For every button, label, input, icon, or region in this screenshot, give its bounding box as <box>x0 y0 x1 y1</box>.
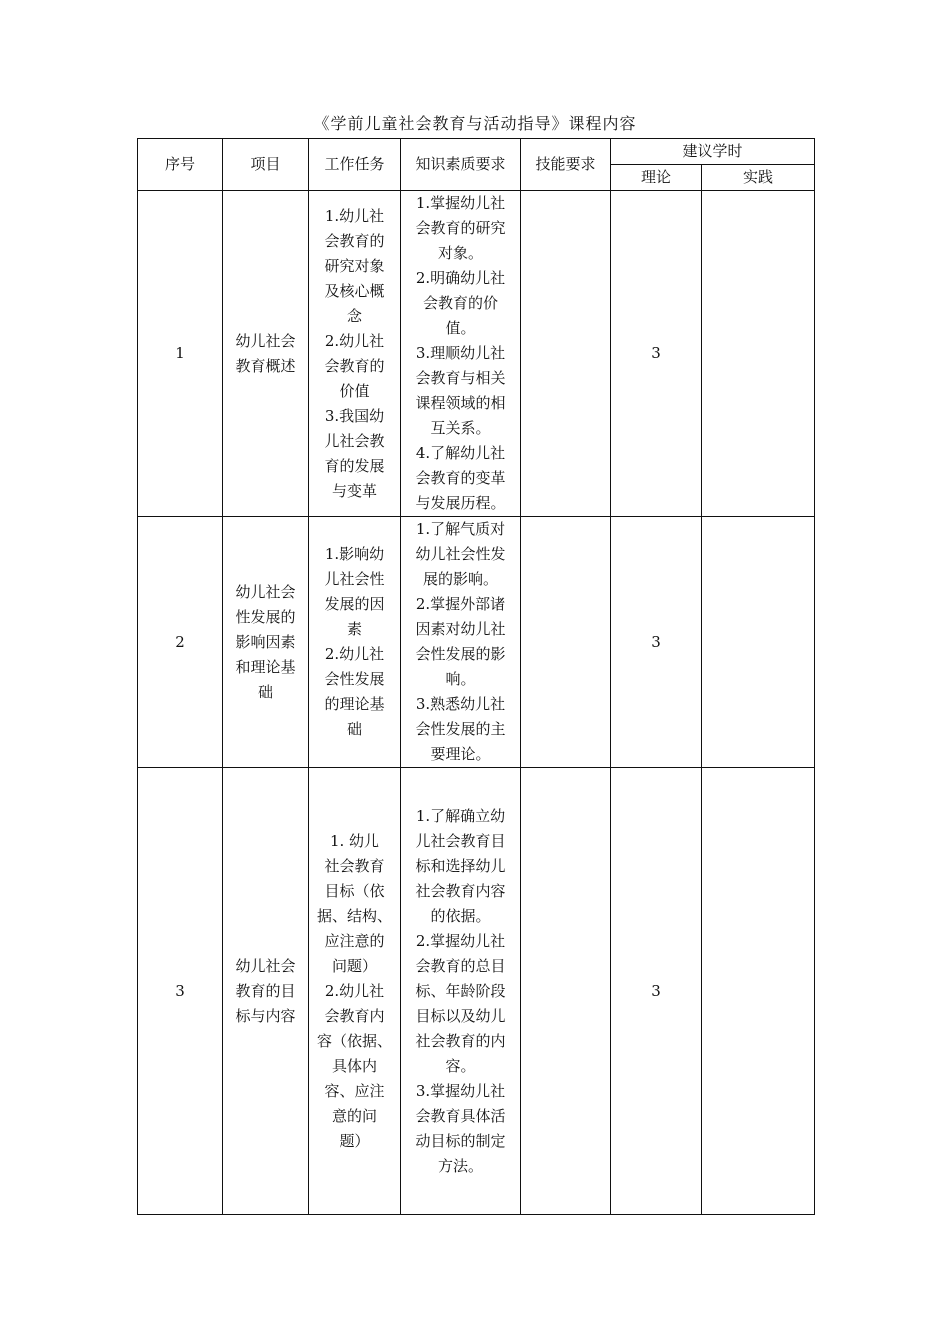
table-row <box>138 768 815 1215</box>
cell-line: 础 <box>346 720 362 738</box>
cell-line: 础 <box>257 682 273 701</box>
cell-line: 2.幼儿社 <box>324 645 385 663</box>
theory-hours-cell: 3 <box>611 191 702 517</box>
knowledge-cell <box>401 517 521 768</box>
practice-hours-cell <box>702 517 815 768</box>
cell-line: 互关系。 <box>430 419 491 437</box>
cell-line: 响。 <box>445 670 476 688</box>
cell-line: 会教育的变革 <box>415 469 506 487</box>
cell-line: 素 <box>346 620 362 638</box>
cell-line: 价值 <box>339 381 370 400</box>
cell-line: 课程领域的相 <box>415 394 506 412</box>
theory-hours-cell: 3 <box>611 768 702 1215</box>
cell-line: 问题） <box>331 956 377 975</box>
practice-hours-cell <box>702 191 815 517</box>
cell-line: 发展的因 <box>324 595 385 613</box>
cell-line: 容。 <box>445 1056 476 1075</box>
header-row <box>138 139 815 165</box>
seq-cell: 2 <box>138 517 223 768</box>
cell-line: 容、应注 <box>324 1081 385 1100</box>
task-cell <box>309 191 401 517</box>
cell-line: 3.理顺幼儿社 <box>415 344 506 362</box>
cell-line: 2.明确幼儿社 <box>415 269 506 287</box>
cell-line: 对象。 <box>437 244 483 262</box>
header-seq: 序号 <box>138 139 223 191</box>
cell-line: 2.掌握外部诸 <box>415 595 506 613</box>
cell-line: 目标（依 <box>324 881 385 900</box>
cell-line: 标与内容 <box>235 1006 296 1025</box>
knowledge-cell <box>401 768 521 1215</box>
cell-line: 标和选择幼儿 <box>415 856 506 875</box>
cell-line: 会教育具体活 <box>415 1106 506 1125</box>
cell-line: 3.熟悉幼儿社 <box>415 695 506 713</box>
cell-line: 与变革 <box>331 481 377 500</box>
cell-line: 儿社会教育目 <box>415 831 506 850</box>
cell-line: 研究对象 <box>324 256 385 275</box>
cell-line: 3.我国幼 <box>324 406 385 425</box>
cell-line: 2.掌握幼儿社 <box>415 931 506 950</box>
item-cell <box>223 768 309 1215</box>
seq-cell: 3 <box>138 768 223 1215</box>
practice-hours-cell <box>702 768 815 1215</box>
cell-line: 2.幼儿社 <box>324 331 385 350</box>
theory-hours-cell: 3 <box>611 517 702 768</box>
cell-line: 容（依据、 <box>316 1031 392 1050</box>
task-cell <box>309 517 401 768</box>
cell-line: 影响因素 <box>235 632 296 651</box>
table-row <box>138 517 815 768</box>
cell-line: 3.掌握幼儿社 <box>415 1081 506 1100</box>
cell-line: 社会教育的内 <box>415 1031 506 1050</box>
cell-line: 社会教育内容 <box>415 881 506 900</box>
document-title: 《学前儿童社会教育与活动指导》课程内容 <box>313 114 637 133</box>
cell-line: 教育概述 <box>235 356 296 375</box>
cell-line: 会教育与相关 <box>415 369 506 387</box>
item-cell <box>223 517 309 768</box>
cell-line: 目标以及幼儿 <box>415 1006 506 1025</box>
cell-line: 幼儿社会 <box>235 956 296 975</box>
cell-line: 会性发展 <box>324 670 385 688</box>
header-practice: 实践 <box>702 165 815 191</box>
cell-line: 与发展历程。 <box>415 494 506 512</box>
cell-line: 应注意的 <box>324 931 385 950</box>
task-cell <box>309 768 401 1215</box>
skill-cell <box>521 517 611 768</box>
header-theory: 理论 <box>611 165 702 191</box>
cell-line: 儿社会教 <box>324 431 385 450</box>
table-row <box>138 191 815 517</box>
skill-cell <box>521 191 611 517</box>
header-knowledge: 知识素质要求 <box>401 139 521 191</box>
cell-line: 会教育的 <box>324 231 385 250</box>
cell-line: 的理论基 <box>324 695 385 713</box>
cell-line: 展的影响。 <box>422 570 498 588</box>
cell-line: 1.幼儿社 <box>324 206 385 225</box>
cell-line: 儿社会性 <box>324 570 385 588</box>
cell-line: 会性发展的主 <box>415 720 506 738</box>
header-item: 项目 <box>223 139 309 191</box>
cell-line: 1.了解气质对 <box>415 520 506 538</box>
cell-line: 1. 幼儿 <box>329 831 380 850</box>
cell-line: 动目标的制定 <box>415 1131 506 1150</box>
header-task: 工作任务 <box>309 139 401 191</box>
cell-line: 题） <box>339 1131 370 1150</box>
cell-line: 2.幼儿社 <box>324 981 385 1000</box>
cell-line: 社会教育 <box>324 856 385 875</box>
cell-line: 会教育的 <box>324 356 385 375</box>
cell-line: 性发展的 <box>235 607 296 626</box>
cell-line: 4.了解幼儿社 <box>415 444 506 462</box>
seq-cell: 1 <box>138 191 223 517</box>
cell-line: 方法。 <box>437 1156 483 1175</box>
cell-line: 会教育的总目 <box>415 956 506 975</box>
cell-line: 1.掌握幼儿社 <box>415 194 506 212</box>
cell-line: 和理论基 <box>235 657 296 676</box>
cell-line: 要理论。 <box>430 745 491 763</box>
cell-line: 幼儿社会 <box>235 331 296 350</box>
cell-line: 教育的目 <box>235 981 296 1000</box>
cell-line: 及核心概 <box>324 281 385 300</box>
cell-line: 会教育的价 <box>422 294 498 312</box>
cell-line: 念 <box>346 306 362 325</box>
cell-line: 幼儿社会 <box>235 582 296 601</box>
cell-line: 的依据。 <box>430 906 491 925</box>
header-suggested-hours: 建议学时 <box>611 139 815 165</box>
cell-line: 因素对幼儿社 <box>415 620 506 638</box>
cell-line: 幼儿社会性发 <box>415 545 506 563</box>
course-content-table <box>137 138 815 1215</box>
skill-cell <box>521 768 611 1215</box>
cell-line: 据、结构、 <box>316 906 392 925</box>
header-skill: 技能要求 <box>521 139 611 191</box>
item-cell <box>223 191 309 517</box>
cell-line: 值。 <box>445 319 476 337</box>
cell-line: 会教育内 <box>324 1006 385 1025</box>
cell-line: 具体内 <box>331 1056 377 1075</box>
cell-line: 1.了解确立幼 <box>415 806 506 825</box>
cell-line: 意的问 <box>331 1106 377 1125</box>
cell-line: 会教育的研究 <box>415 219 506 237</box>
knowledge-cell <box>401 191 521 517</box>
cell-line: 育的发展 <box>324 456 385 475</box>
cell-line: 标、年龄阶段 <box>415 981 506 1000</box>
cell-line: 1.影响幼 <box>324 545 385 563</box>
cell-line: 会性发展的影 <box>415 645 506 663</box>
